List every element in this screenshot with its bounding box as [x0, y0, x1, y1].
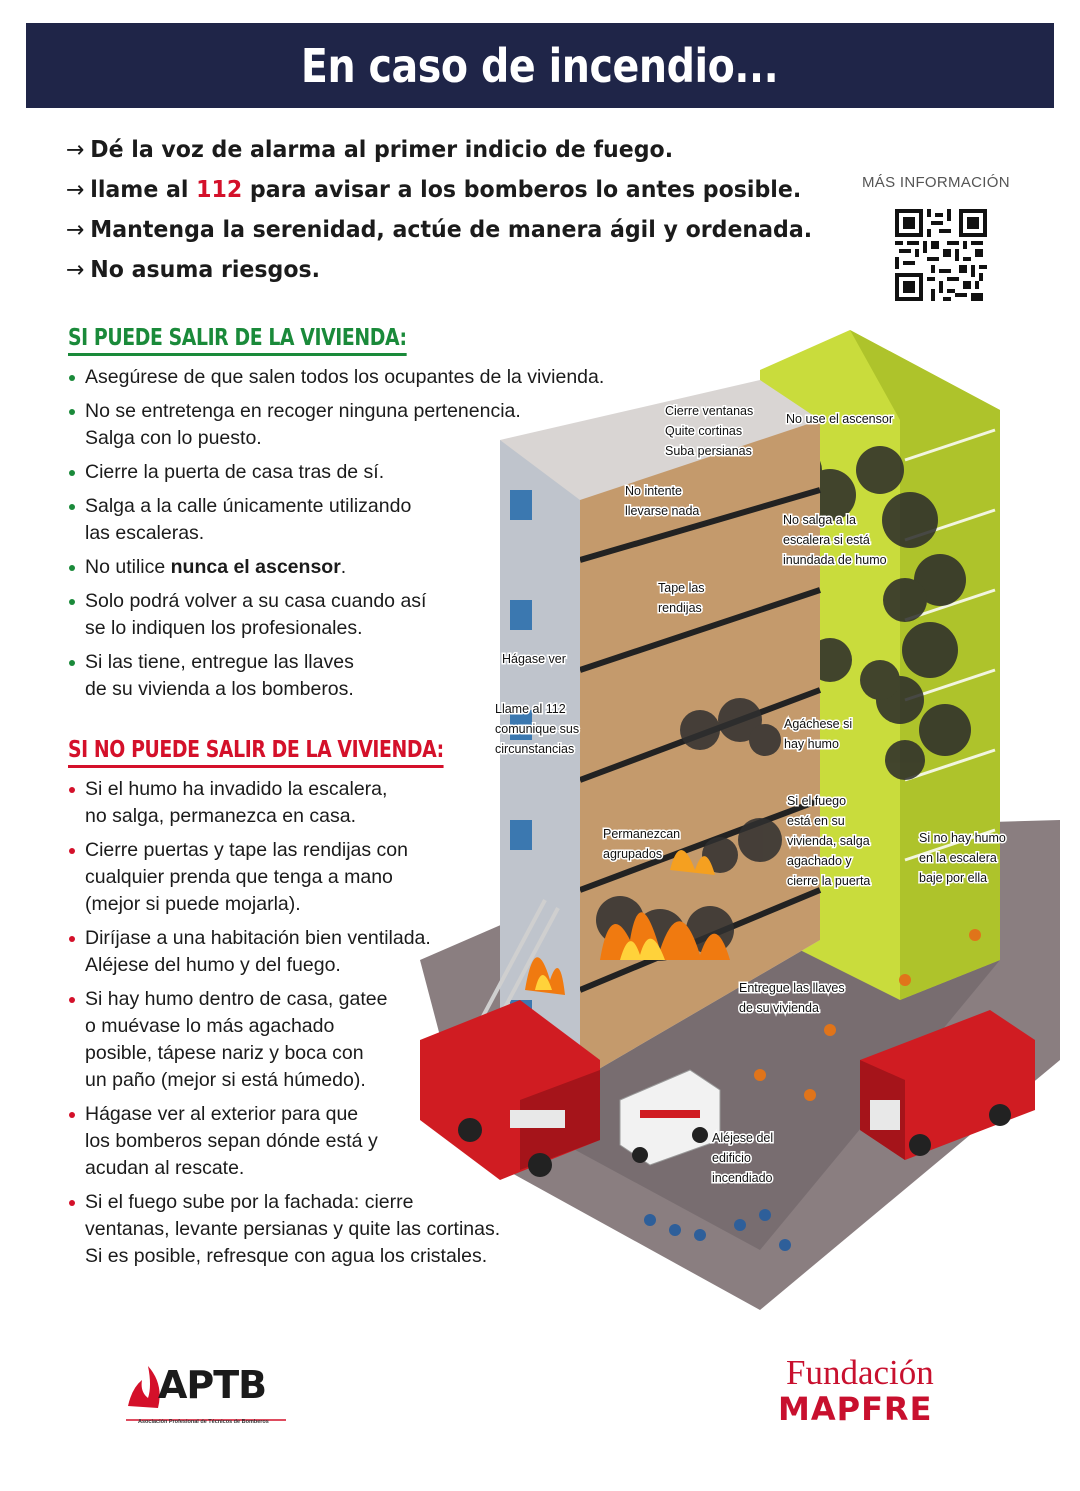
- header-bar: [26, 23, 1054, 108]
- list-item: Cierre la puerta de casa tras de sí.: [66, 459, 604, 486]
- list-item: Asegúrese de que salen todos los ocupantes de la vivienda.: [66, 364, 604, 391]
- callout-si-fuego: Si el fuego está en su vivienda, salga agachado y cierre la puerta: [787, 794, 871, 888]
- intro-item: [66, 210, 812, 250]
- list-item: Solo podrá volver a su casa cuando así se lo indiquen los profesionales.: [66, 588, 604, 642]
- intro-text: llame al: [90, 177, 197, 203]
- list-item: Si hay humo dentro de casa, gatee o muévase lo más agachado posible, tápese nariz y boca con un paño (mejor si está húmedo).: [66, 986, 500, 1094]
- intro-list: [66, 130, 843, 290]
- mapfre-logo: MAPFRE: [778, 1390, 933, 1428]
- list-item: Hágase ver al exterior para que los bomberos sepan dónde está y acudan al rescate.: [66, 1101, 500, 1182]
- callout-alejese: Aléjese del edificio incendiado: [712, 1131, 774, 1185]
- aptb-subtitle: Asociación Profesional de Técnicos de Bomberos: [138, 1419, 269, 1425]
- arrow-right-icon: →: [66, 177, 85, 203]
- intro-text: Mantenga la serenidad, actúe de manera ágil y ordenada.: [90, 217, 813, 243]
- list-item: Cierre puertas y tape las rendijas con cualquier prenda que tenga a mano (mejor si puede mojarla).: [66, 837, 500, 918]
- intro-text: Dé la voz de alarma al primer indicio de fuego.: [90, 137, 674, 163]
- callout-si-no-humo: Si no hay humo en la escalera baje por ella: [919, 831, 1006, 885]
- section-title-cannot-exit: SI NO PUEDE SALIR DE LA VIVIENDA:: [68, 737, 444, 768]
- section-title-can-exit: SI PUEDE SALIR DE LA VIVIENDA:: [68, 325, 407, 356]
- page-title: En caso de incendio...: [301, 38, 779, 93]
- arrow-right-icon: →: [66, 217, 85, 243]
- callout-no-salga-escalera: No salga a la escalera si está inundada de humo: [783, 513, 887, 567]
- callout-entregue-llaves: Entregue las llaves de su vivienda: [739, 981, 845, 1015]
- intro-item: [66, 170, 812, 210]
- callout-hagase-ver: Hágase ver: [502, 652, 566, 666]
- emergency-number: 112: [196, 177, 243, 203]
- qr-code-icon[interactable]: [895, 209, 987, 301]
- aptb-logo: APTB: [158, 1363, 267, 1407]
- building-fire-illustration: [400, 320, 1080, 1320]
- list-item: Si las tiene, entregue las llaves de su vivienda a los bomberos.: [66, 649, 604, 703]
- fundacion-logo-text: Fundación: [786, 1353, 934, 1392]
- callout-tape-rendijas: Tape las rendijas: [658, 581, 705, 615]
- list-item: Diríjase a una habitación bien ventilada. Aléjese del humo y del fuego.: [66, 925, 500, 979]
- callout-cierre-ventanas: Cierre ventanas Quite cortinas Suba persianas: [665, 404, 754, 458]
- intro-text: No asuma riesgos.: [90, 257, 321, 283]
- callout-no-intente: No intente llevarse nada: [625, 484, 700, 518]
- intro-text: para avisar a los bomberos lo antes posible.: [242, 177, 802, 203]
- callout-no-ascensor: No use el ascensor: [786, 412, 894, 426]
- callout-agachese: Agáchese si hay humo: [784, 717, 853, 751]
- list-item: Salga a la calle únicamente utilizando las escaleras.: [66, 493, 604, 547]
- callout-llame-112: Llame al 112 comunique sus circunstancias: [495, 702, 580, 756]
- arrow-right-icon: →: [66, 137, 85, 163]
- intro-item: [66, 130, 812, 170]
- more-info-label: MÁS INFORMACIÓN: [862, 174, 1010, 191]
- list-item: No utilice nunca el ascensor.: [66, 554, 604, 581]
- callout-permanezcan: Permanezcan agrupados: [603, 827, 681, 861]
- list-item: Si el humo ha invadido la escalera, no salga, permanezca en casa.: [66, 776, 500, 830]
- arrow-right-icon: →: [66, 257, 85, 283]
- list-item: No se entretenga en recoger ninguna pertenencia. Salga con lo puesto.: [66, 398, 604, 452]
- list-item: Si el fuego sube por la fachada: cierre ventanas, levante persianas y quite las cortinas. Si es posible, refresque con agua los cristales.: [66, 1189, 500, 1270]
- intro-item: [66, 250, 812, 290]
